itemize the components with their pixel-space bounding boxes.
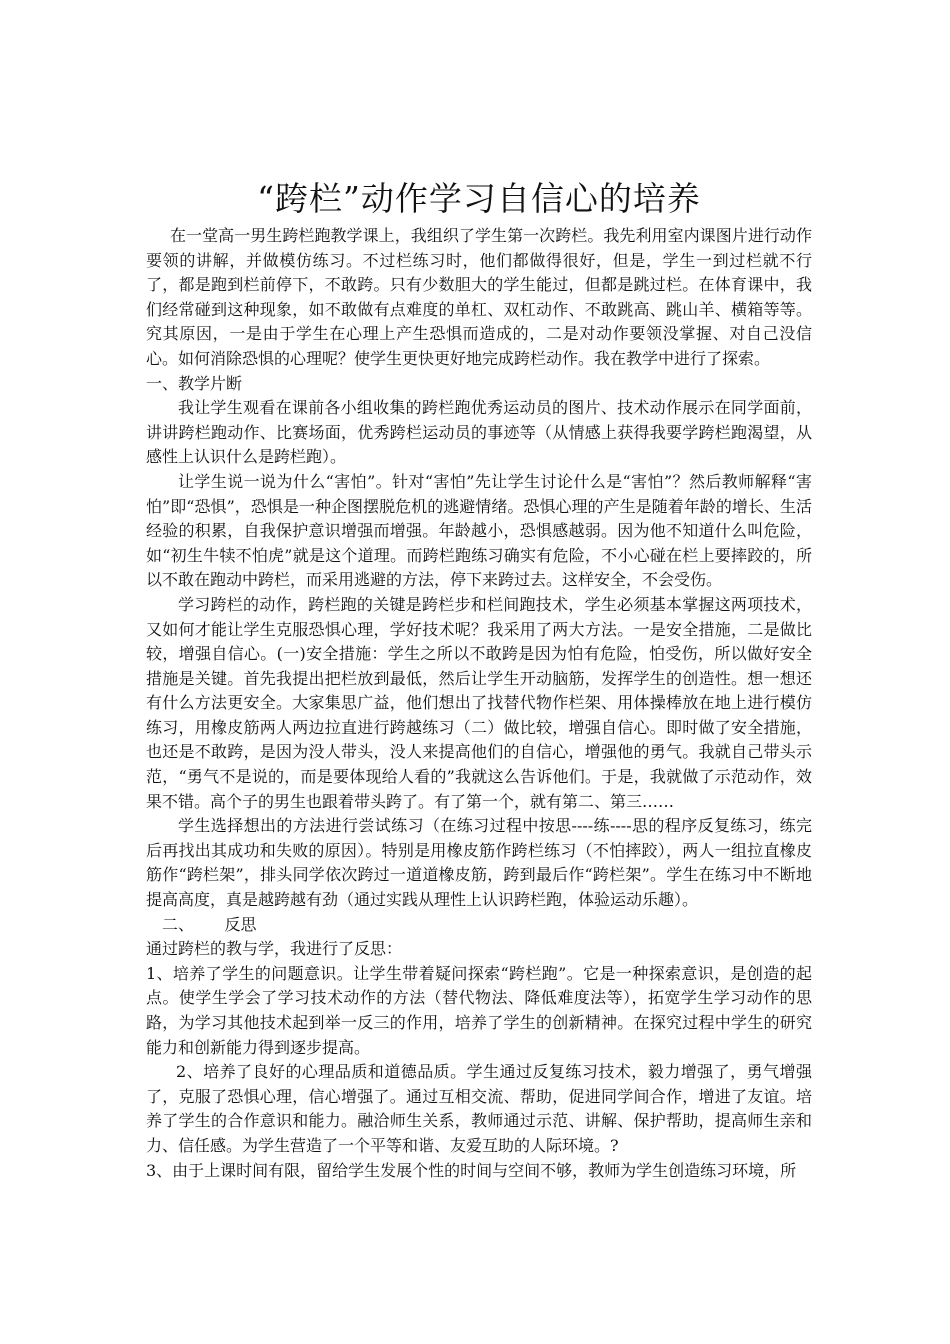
reflection-point-3: 3、由于上课时间有限，留给学生发展个性的时间与空间不够，教师为学生创造练习环境，所 — [146, 1160, 797, 1180]
reflection-intro: 通过跨栏的教与学，我进行了反思： — [146, 939, 403, 959]
paragraph-watch-athletes: 我让学生观看在课前各小组收集的跨栏跑优秀运动员的图片、技术动作展示在同学面前，讲讲跨栏跑动作、比赛场面，优秀跨栏运动员的事迹等（从情感上获得我要学跨栏跑渴望，从感性上认识什么是跨栏跑）。 — [146, 398, 812, 467]
reflection-point-1: 1、培养了学生的问题意识。让学生带着疑问探索“跨栏跑”。它是一种探索意识，是创造的起点。使学生学会了学习技术动作的方法（替代物法、降低难度法等），拓宽学生学习动作的思路，为学习其他技术起到举一反三的作用，培养了学生的创新精神。在探究过程中学生的研究能力和创新能力得到逐步提高。 — [146, 963, 812, 1057]
paragraph-trial-practice: 学生选择想出的方法进行尝试练习（在练习过程中按思----练----思的程序反复练习，练完后再找出其成功和失败的原因）。特别是用橡皮筋作跨栏练习（不怕摔跤），两人一组拉直橡皮筋作“跨栏架”，排头同学依次跨过一道道橡皮筋，跨到最后作“跨栏架”。学生在练习中不断地提高高度，真是越跨越有劲（通过实践从理性上认识跨栏跑，体验运动乐趣）。 — [146, 816, 812, 910]
section-heading-teaching-excerpt: 一、教学片断 — [146, 373, 243, 393]
paragraph-fear-discussion: 让学生说一说为什么“害怕”。针对“害怕”先让学生讨论什么是“害怕”？然后教师解释“害怕”即“恐惧”，恐惧是一种企图摆脱危机的逃避情绪。恐惧心理的产生是随着年龄的增长、生活经验的积累，自我保护意识增强而增强。年龄越小，恐惧感越弱。因为他不知道什么叫危险，如“初生牛犊不怕虎”就是这个道理。而跨栏跑练习确实有危险，不小心碰在栏上要摔跤的，所以不敢在跑动中跨栏，而采用逃避的方法，停下来跨过去。这样安全，不会受伤。 — [146, 471, 812, 590]
document-body — [146, 176, 812, 1183]
section-heading-reflection: 二、 反思 — [162, 914, 257, 934]
paragraph-two-methods: 学习跨栏的动作，跨栏跑的关键是跨栏步和栏间跑技术，学生必须基本掌握这两项技术，又如何才能让学生克服恐惧心理，学好技术呢？我采用了两大方法。一是安全措施，二是做比较，增强自信心。(一)安全措施：学生之所以不敢跨是因为怕有危险，怕受伤，所以做好安全措施是关键。首先我提出把栏放到最低，然后让学生开动脑筋，发挥学生的创造性。想一想还有什么方法更安全。大家集思广益，他们想出了找替代物作栏架、用体操棒放在地上进行模仿练习，用橡皮筋两人两边拉直进行跨越练习（二）做比较，增强自信心。即时做了安全措施，也还是不敢跨，是因为没人带头，没人来提高他们的自信心，增强他的勇气。我就自己带头示范，“勇气不是说的，而是要体现给人看的”我就这么告诉他们。于是，我就做了示范动作，效果不错。高个子的男生也跟着带头跨了。有了第一个，就有第二、第三…… — [146, 594, 812, 811]
reflection-point-2: 2、培养了良好的心理品质和道德品质。学生通过反复练习技术，毅力增强了，勇气增强了，克服了恐惧心理，信心增强了。通过互相交流、帮助，促进同学间合作，增进了友谊。培养了学生的合作意识和能力。融洽师生关系，教师通过示范、讲解、保护帮助，提高师生亲和力、信任感。为学生营造了一个平等和谐、友爱互助的人际环境。? — [146, 1062, 812, 1155]
document-title: “跨栏”动作学习自信心的培养 — [257, 179, 701, 218]
intro-paragraph: 在一堂高一男生跨栏跑教学课上，我组织了学生第一次跨栏。我先利用室内课图片进行动作要领的讲解，并做模仿练习。不过栏练习时，他们都做得很好，但是，学生一到过栏就不行了，都是跑到栏前停下，不敢跨。只有少数胆大的学生能过，但都是跳过栏。在体育课中，我们经常碰到这种现象，如不敢做有点难度的单杠、双杠动作、不敢跳高、跳山羊、横箱等等。究其原因，一是由于学生在心理上产生恐惧而造成的，二是对动作要领没掌握、对自己没信心。如何消除恐惧的心理呢？使学生更快更好地完成跨栏动作。我在教学中进行了探索。 — [146, 226, 812, 368]
